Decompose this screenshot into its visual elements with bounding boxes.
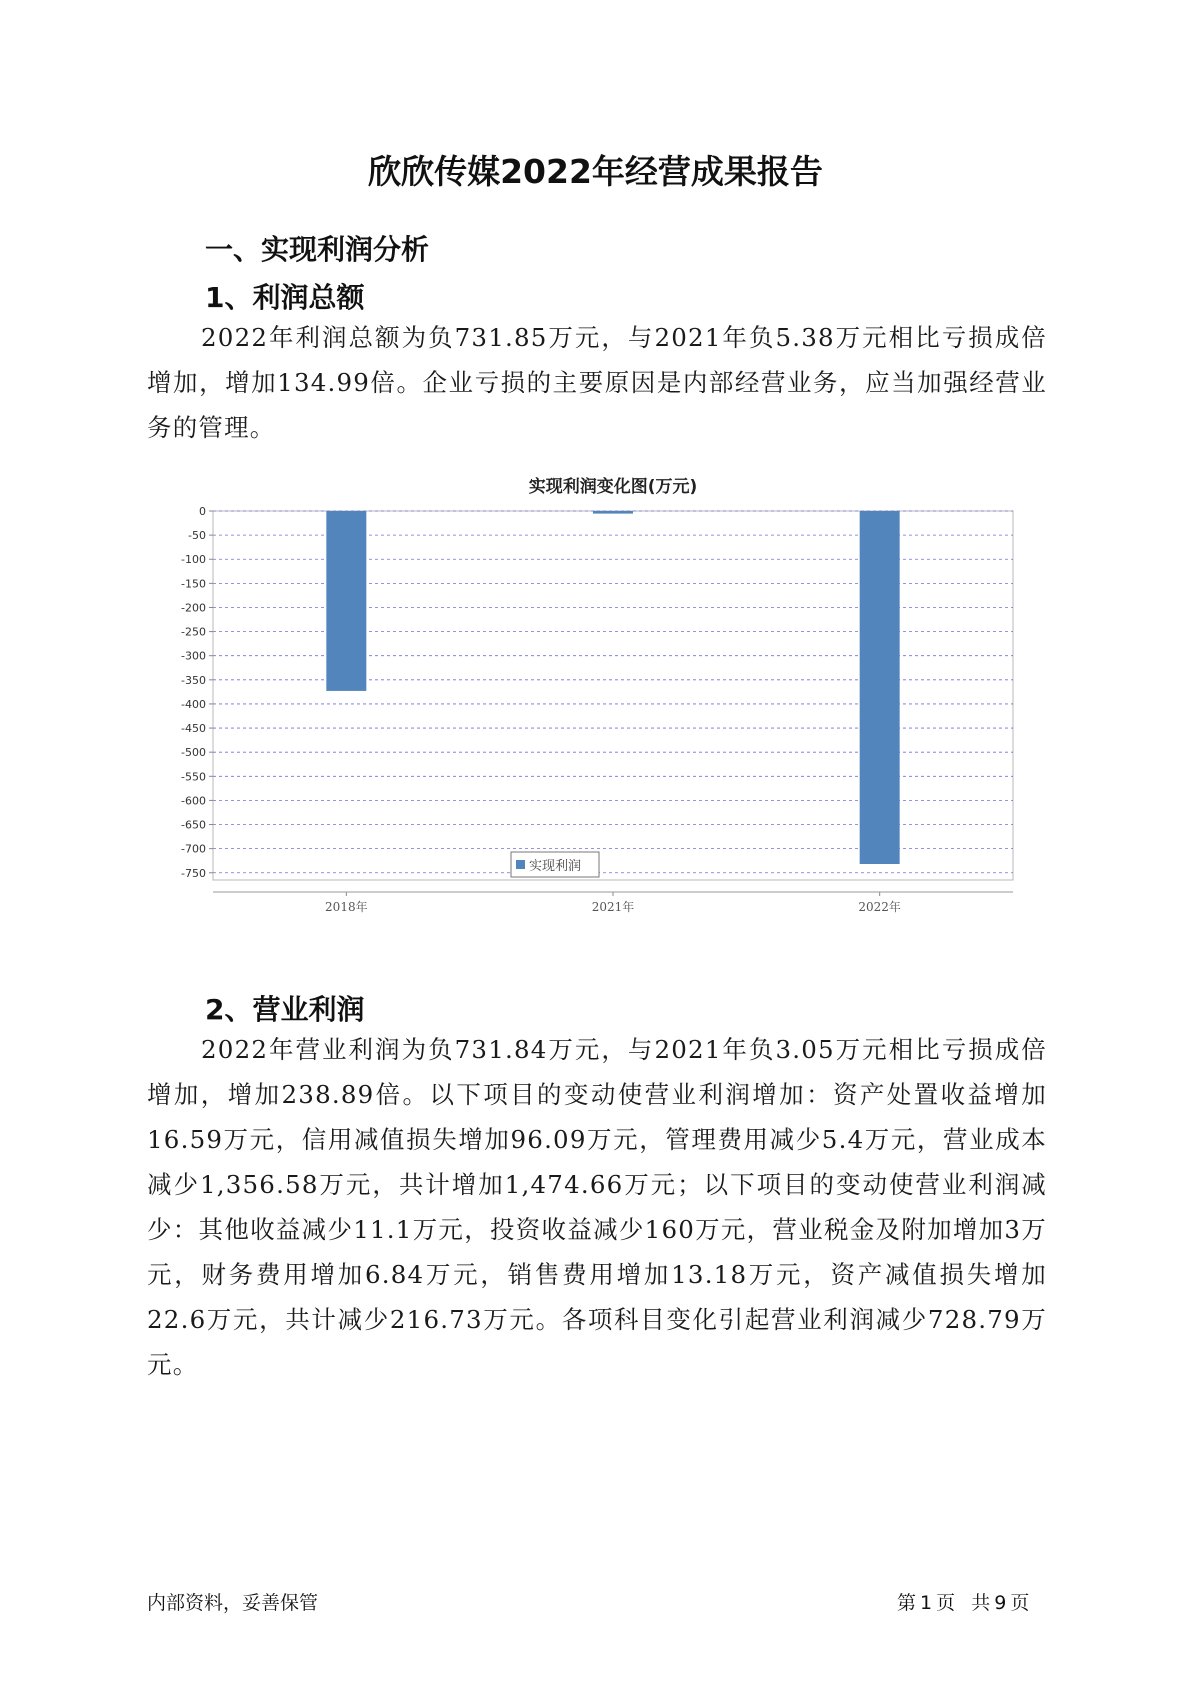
document-title: 欣欣传媒2022年经营成果报告 [368,152,823,191]
y-tick-label: -750 [181,866,206,880]
total-pages: 9 [994,1592,1007,1614]
legend-label: 实现利润 [529,859,582,874]
bar-2018年 [326,511,366,691]
footer-page-info [895,1588,1031,1615]
y-tick-label: -550 [181,770,206,784]
y-tick-label: -200 [181,601,206,615]
y-tick-label: -150 [181,577,206,591]
bar-2022年 [860,511,900,864]
y-tick-label: -450 [181,722,206,736]
paragraph-total-profit: 2022年利润总额为负731.85万元，与2021年负5.38万元相比亏损成倍增加，增加134.99倍。企业亏损的主要原因是内部经营业务，应当加强经营业务的管理。 [147,323,1047,442]
y-tick-label: -100 [181,553,206,567]
paragraph-operating-profit: 2022年营业利润为负731.84万元，与2021年负3.05万元相比亏损成倍增加，增加238.89倍。以下项目的变动使营业利润增加：资产处置收益增加16.59万元，信用减值损失增加96.09万元，管理费用减少5.4万元，营业成本减少1,356.58万元，共计增加1,474.66万元；以下项目的变动使营业利润减少：其他收益减少11.1万元，投资收益减少160万元，营业税金及附加增加3万元，财务费用增加6.84万元，销售费用增加13.18万元，资产减值损失增加22.6万元，共计减少216.73万元。各项科目变化引起营业利润减少728.79万元。 [147,1035,1047,1379]
y-tick-label: -350 [181,673,206,687]
y-tick-label: -700 [181,842,206,856]
total-prefix: 共 [971,1592,991,1614]
footer-confidential-note: 内部资料，妥善保管 [147,1592,319,1614]
page-unit: 页 [936,1592,956,1614]
legend-swatch [516,860,525,869]
page-prefix: 第 [897,1592,917,1614]
y-tick-label: -300 [181,649,206,663]
y-tick-label: -650 [181,818,206,832]
section-heading-profit-analysis: 一、实现利润分析 [205,233,430,266]
subsection-heading-total-profit: 1、利润总额 [205,281,365,314]
y-tick-label: -400 [181,697,206,711]
chart-svg [147,477,1047,957]
total-unit: 页 [1010,1592,1030,1614]
x-tick-label: 2018年 [325,900,368,914]
chart-title: 实现利润变化图(万元) [528,477,698,497]
y-tick-label: -600 [181,794,206,808]
x-tick-label: 2022年 [858,900,901,914]
profit-bar-chart [147,477,1047,957]
y-tick-label: -50 [188,529,206,543]
y-tick-label: -500 [181,746,206,760]
bar-2021年 [593,511,633,514]
y-tick-label: 0 [199,505,206,518]
subsection-heading-operating-profit: 2、营业利润 [205,993,365,1026]
x-tick-label: 2021年 [591,900,635,914]
page-number: 1 [920,1592,933,1614]
y-tick-label: -250 [181,625,206,639]
